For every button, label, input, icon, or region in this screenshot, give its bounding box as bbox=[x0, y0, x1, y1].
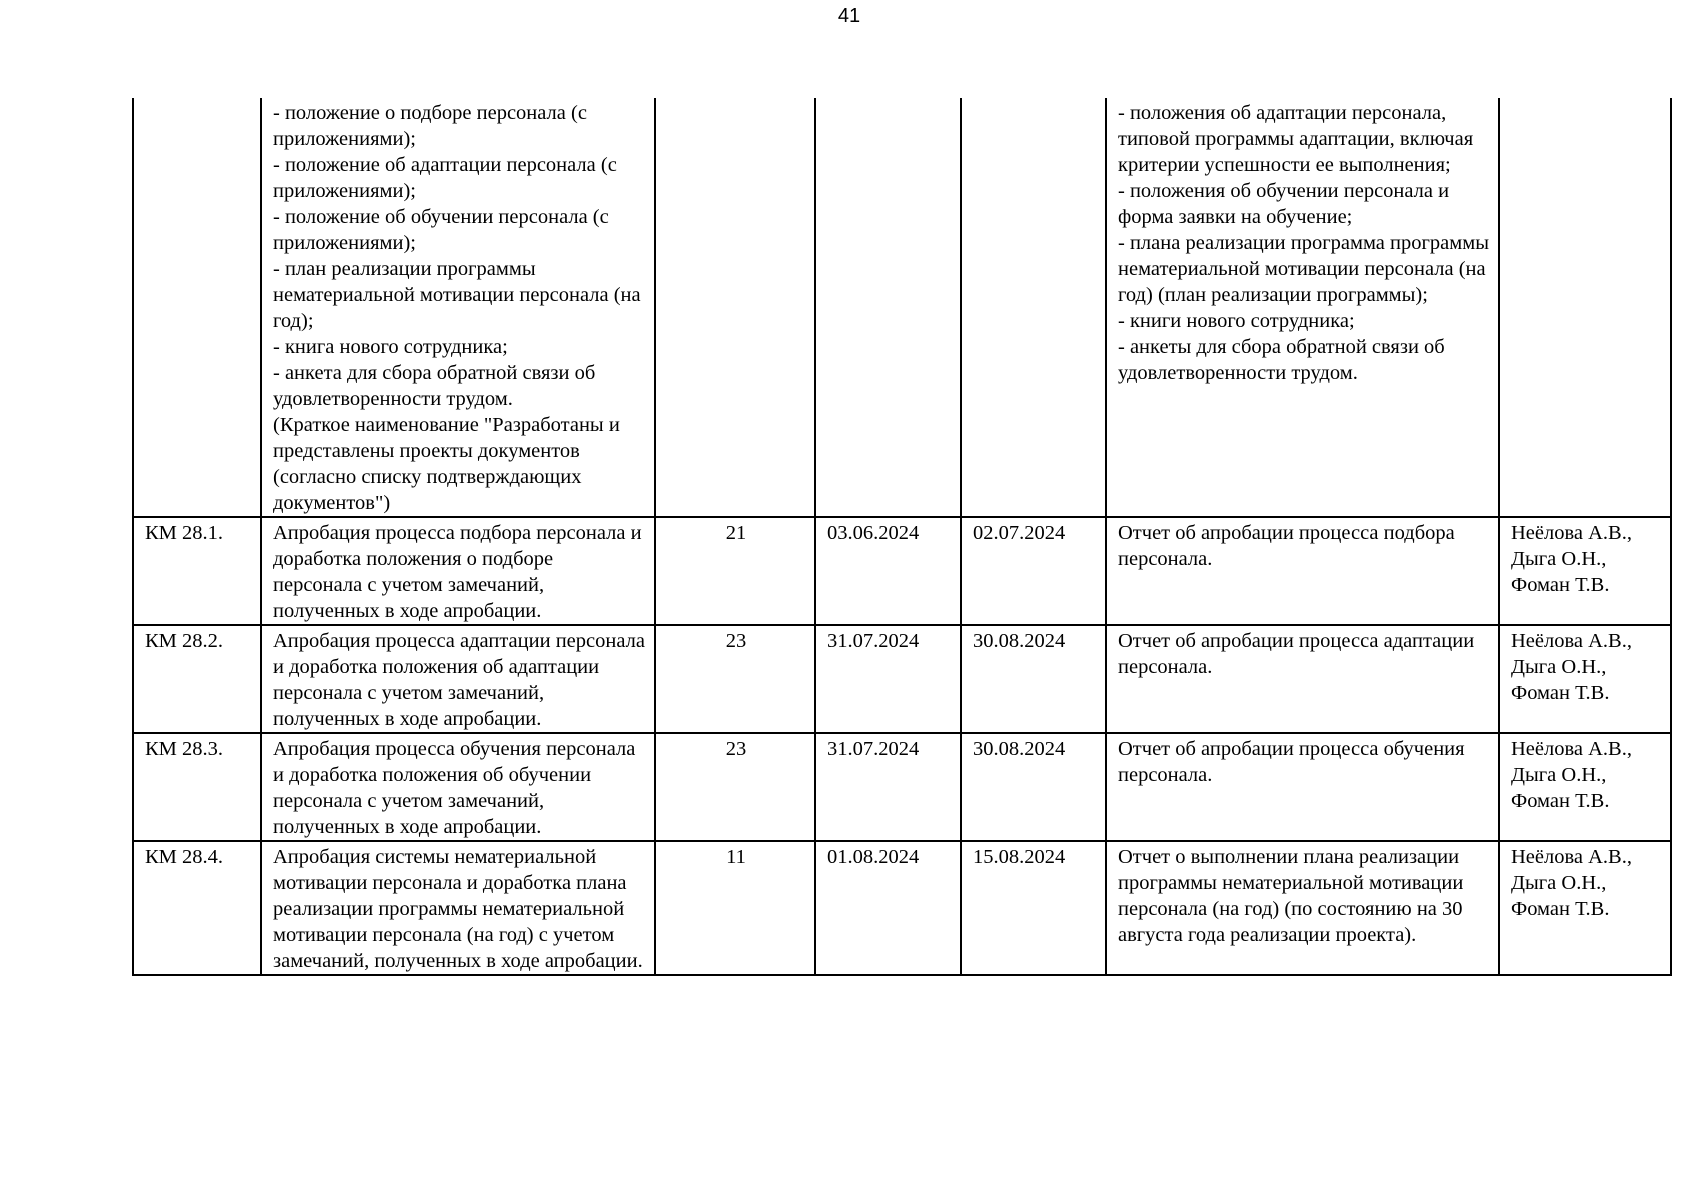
cell-name: Апробация процесса обучения персонала и доработка положения об обучении персонала с учетом замечаний, полученных в ходе апробации. bbox=[261, 733, 655, 841]
cell-name: Апробация системы нематериальной мотивации персонала и доработка плана реализации программы нематериальной мотивации персонала (на год) с учетом замечаний, полученных в ходе апробации. bbox=[261, 841, 655, 975]
page-number: 41 bbox=[837, 5, 861, 27]
cell-start-date bbox=[815, 98, 961, 517]
cell-result: Отчет о выполнении плана реализации программы нематериальной мотивации персонала (на год) (по состоянию на 30 августа года реализации проекта). bbox=[1106, 841, 1499, 975]
cell-end-date: 30.08.2024 bbox=[961, 625, 1106, 733]
milestones-table bbox=[132, 98, 1672, 976]
table-row bbox=[133, 517, 1671, 625]
cell-duration: 11 bbox=[655, 841, 815, 975]
cell-code: КМ 28.4. bbox=[133, 841, 261, 975]
cell-end-date: 15.08.2024 bbox=[961, 841, 1106, 975]
cell-end-date bbox=[961, 98, 1106, 517]
table-row bbox=[133, 625, 1671, 733]
cell-start-date: 03.06.2024 bbox=[815, 517, 961, 625]
table-row bbox=[133, 841, 1671, 975]
cell-duration: 23 bbox=[655, 625, 815, 733]
cell-responsible: Неёлова А.В., Дыга О.Н., Фоман Т.В. bbox=[1499, 517, 1671, 625]
cell-result: Отчет об апробации процесса обучения персонала. bbox=[1106, 733, 1499, 841]
cell-name: Апробация процесса адаптации персонала и доработка положения об адаптации персонала с учетом замечаний, полученных в ходе апробации. bbox=[261, 625, 655, 733]
cell-code: КМ 28.1. bbox=[133, 517, 261, 625]
cell-result: Отчет об апробации процесса адаптации персонала. bbox=[1106, 625, 1499, 733]
cell-responsible bbox=[1499, 98, 1671, 517]
cell-start-date: 31.07.2024 bbox=[815, 733, 961, 841]
cell-responsible: Неёлова А.В., Дыга О.Н., Фоман Т.В. bbox=[1499, 841, 1671, 975]
table-row bbox=[133, 733, 1671, 841]
cell-code: КМ 28.2. bbox=[133, 625, 261, 733]
cell-duration bbox=[655, 98, 815, 517]
cell-end-date: 02.07.2024 bbox=[961, 517, 1106, 625]
continuation-row bbox=[133, 98, 1671, 517]
cell-name: Апробация процесса подбора персонала и доработка положения о подборе персонала с учетом замечаний, полученных в ходе апробации. bbox=[261, 517, 655, 625]
cell-duration: 21 bbox=[655, 517, 815, 625]
cell-code bbox=[133, 98, 261, 517]
cell-result: Отчет об апробации процесса подбора персонала. bbox=[1106, 517, 1499, 625]
cell-duration: 23 bbox=[655, 733, 815, 841]
cell-end-date: 30.08.2024 bbox=[961, 733, 1106, 841]
cell-responsible: Неёлова А.В., Дыга О.Н., Фоман Т.В. bbox=[1499, 733, 1671, 841]
cell-start-date: 31.07.2024 bbox=[815, 625, 961, 733]
cell-responsible: Неёлова А.В., Дыга О.Н., Фоман Т.В. bbox=[1499, 625, 1671, 733]
cell-name: - положение о подборе персонала (с приложениями); - положение об адаптации персонала (с приложениями); - положение об обучении персонала (с приложениями); - план реализации программы нематериальной мотивации персонала (на год); - книга нового сотрудника; - анкета для сбора обратной связи об удовлетворенности трудом. (Краткое наименование "Разработаны и представлены проекты документов (согласно списку подтверждающих документов") bbox=[261, 98, 655, 517]
cell-code: КМ 28.3. bbox=[133, 733, 261, 841]
cell-result: - положения об адаптации персонала, типовой программы адаптации, включая критерии успешности ее выполнения; - положения об обучении персонала и форма заявки на обучение; - плана реализации программа программы нематериальной мотивации персонала (на год) (план реализации программы); - книги нового сотрудника; - анкеты для сбора обратной связи об удовлетворенности трудом. bbox=[1106, 98, 1499, 517]
cell-start-date: 01.08.2024 bbox=[815, 841, 961, 975]
